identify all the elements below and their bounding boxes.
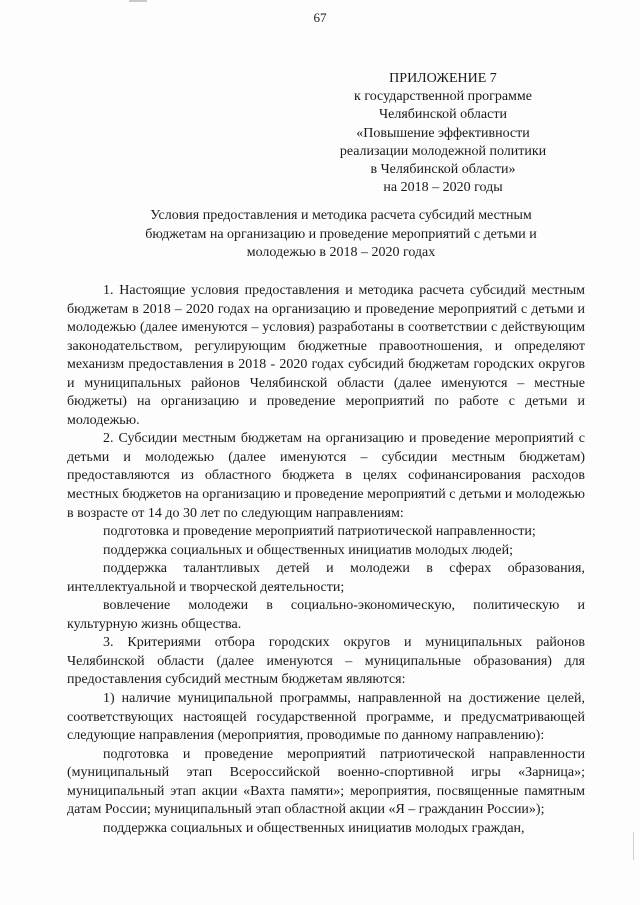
title-line: молодежью в 2018 – 2020 годах [246, 245, 436, 261]
title-line: Условия предоставления и методика расчета субсидий местным [150, 208, 532, 223]
scan-artifact [129, 0, 147, 2]
scan-edge-artifact [633, 832, 634, 860]
appendix-line: Челябинской области [379, 107, 507, 123]
paragraph: поддержка социальных и общественных инициатив молодых граждан, [103, 820, 525, 836]
paragraph: вовлечение молодежи в социально-экономическую, политическую и культурную жизнь общества. [67, 598, 585, 632]
paragraph: 3. Критериями отбора городских округов и муниципальных районов Челябинской области (далее именуются – муниципальные образования) для предоставления субсидий местным бюджетам являются: [67, 635, 585, 688]
paragraph: 1. Настоящие условия предоставления и методика расчета субсидий местным бюджетам в 2018 – 2020 годах на организацию и проведение мероприятий с детьми и молодежью (далее именуются – условия) разработаны в соответствии с действующим законодательством, регулирующим бюджетные правоотношения, и определяют механизм предоставления в 2018 - 2020 годах субсидий бюджетам городских округов и муниципальных районов Челябинской области (далее именуются – местные бюджеты) на организацию и проведение мероприятий по работе с детьми и молодежью. [67, 283, 585, 428]
paragraph: поддержка талантливых детей и молодежи в сферах образования, интеллектуальной и творческой деятельности; [67, 561, 585, 595]
paragraph: 2. Субсидии местным бюджетам на организацию и проведение мероприятий с детьми и молодежью (далее именуются – субсидии местным бюджетам) предоставляются из областного бюджета в целях софинансирования расходов местных бюджетов на организацию и проведение мероприятий с детьми и молодежью в возрасте от 14 до 30 лет по следующим направлениям: [67, 431, 585, 521]
title-line: бюджетам на организацию и проведение мероприятий с детьми и [145, 226, 537, 242]
appendix-header [318, 70, 568, 197]
appendix-line: на 2018 – 2020 годы [383, 180, 503, 196]
paragraph: 1) наличие муниципальной программы, направленной на достижение целей, соответствующих настоящей государственной программе, и предусматривающей следующие направления (мероприятия, проводимые по данному направлению): [67, 691, 585, 744]
paragraph: подготовка и проведение мероприятий патриотической направленности; [103, 524, 536, 540]
page-number: 67 [313, 10, 327, 25]
document-body [67, 282, 585, 838]
appendix-line: «Повышение эффективности [356, 125, 530, 141]
appendix-line: ПРИЛОЖЕНИЕ 7 [389, 71, 497, 86]
appendix-line: в Челябинской области» [370, 162, 516, 178]
paragraph: подготовка и проведение мероприятий патриотической направленности (муниципальный этап Всероссийской военно-спортивной игры «Зарница»; муниципальный этап акции «Вахта памяти»; мероприятия, посвященные памятным датам России; муниципальный этап областной акции «Я – гражданин России»); [67, 746, 585, 818]
paragraph: поддержка социальных и общественных инициатив молодых людей; [103, 542, 514, 558]
document-title [116, 207, 566, 263]
appendix-line: реализации молодежной политики [339, 143, 547, 159]
appendix-line: к государственной программе [354, 89, 532, 105]
